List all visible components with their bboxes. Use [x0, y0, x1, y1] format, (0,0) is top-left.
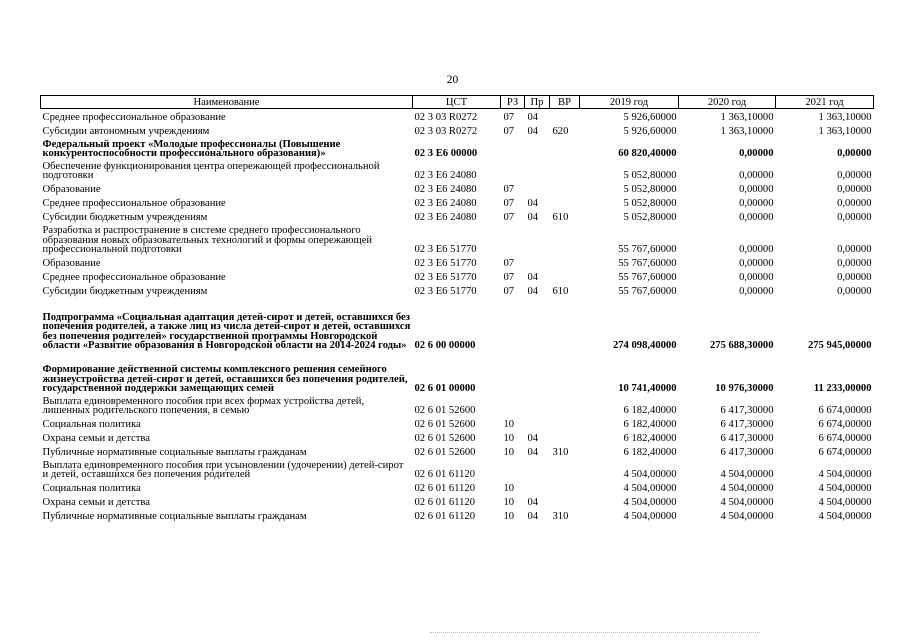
cell-2019: 55 767,60000: [618, 258, 677, 270]
cell-cst: 02 6 01 52600: [414, 433, 476, 445]
cell-2019: 60 820,40000: [618, 148, 677, 160]
cell-cst: 02 3 03 R0272: [414, 112, 478, 124]
cell-vr: 610: [552, 286, 569, 298]
cell-pr: 04: [527, 126, 539, 138]
table-row: [41, 297, 874, 351]
cell-rz: 07: [503, 112, 515, 124]
table-row: [41, 123, 874, 137]
cell-cst: 02 3 03 R0272: [414, 126, 478, 138]
cell-2021: 6 674,00000: [818, 405, 872, 417]
cell-name: Субсидии бюджетным учреждениям: [42, 286, 208, 298]
cell-2020: 0,00000: [739, 170, 774, 182]
cell-2020: 4 504,00000: [720, 469, 774, 481]
cell-name: Охрана семьи и детства: [42, 433, 150, 445]
cell-rz: 07: [503, 126, 515, 138]
cell-vr: [550, 195, 580, 209]
cell-vr: [550, 223, 580, 255]
cell-2020: 275 688,30000: [709, 340, 774, 352]
cell-2021: 0,00000: [837, 244, 872, 256]
cell-pr: [525, 394, 550, 416]
cell-2021: 0,00000: [837, 148, 872, 160]
cell-2019: 55 767,60000: [618, 286, 677, 298]
cell-2019: 10 741,40000: [618, 383, 677, 395]
cell-rz: [501, 458, 525, 480]
cell-name: Публичные нормативные социальные выплаты гражданам: [42, 447, 307, 459]
cell-pr: 04: [527, 286, 539, 298]
cell-2021: 1 363,10000: [818, 112, 872, 124]
cell-2021: 0,00000: [837, 198, 872, 210]
cell-2019: 5 926,60000: [623, 126, 677, 138]
cell-2019: 5 926,60000: [623, 112, 677, 124]
cell-2021: 4 504,00000: [818, 469, 872, 481]
cell-name: Обеспечение функционирования центра опережающей профессиональной подготовки: [42, 160, 380, 182]
cell-rz: [501, 159, 525, 181]
cell-name: Федеральный проект «Молодые профессионалы (Повышение конкурентоспособности профессионального образования)»: [42, 138, 341, 160]
cell-vr: [550, 458, 580, 480]
cell-cst: 02 3 Е6 51770: [414, 272, 477, 284]
cell-rz: 10: [503, 447, 515, 459]
cell-rz: [501, 297, 525, 351]
cell-2020: 0,00000: [739, 212, 774, 224]
cell-2019: 55 767,60000: [618, 244, 677, 256]
cell-vr: [550, 297, 580, 351]
cell-rz: [501, 137, 525, 159]
cell-2019: 6 182,40000: [623, 433, 677, 445]
page-number: 20: [446, 74, 459, 86]
cell-pr: 04: [527, 112, 539, 124]
cell-rz: 10: [503, 433, 515, 445]
cell-pr: [525, 159, 550, 181]
cell-vr: [550, 416, 580, 430]
table-row: [41, 458, 874, 480]
cell-vr: 620: [552, 126, 569, 138]
table-row: [41, 394, 874, 416]
cell-2019: 5 052,80000: [623, 212, 677, 224]
cell-name: Подпрограмма «Социальная адаптация детей-сирот и детей, оставшихся без попечения родителей, а также лиц из числа детей-сирот и детей, оставшихся без попечения родителей» государственной программы Новгородской области «Развитие образования в Новгородской области на 2014-2024 годы»: [42, 311, 411, 352]
cell-vr: [550, 137, 580, 159]
cell-rz: 07: [503, 198, 515, 210]
cell-vr: 310: [552, 511, 569, 523]
cell-name: Выплата единовременного пособия при всех формах устройства детей, лишенных родительского попечения, в семью: [42, 395, 365, 417]
cell-vr: [550, 394, 580, 416]
cell-2019: 4 504,00000: [623, 483, 677, 495]
cell-2020: 0,00000: [739, 272, 774, 284]
cell-2020: 6 417,30000: [720, 447, 774, 459]
table-row: [41, 195, 874, 209]
cell-2021: 275 945,00000: [807, 340, 872, 352]
cell-rz: 10: [503, 497, 515, 509]
cell-2021: 0,00000: [837, 258, 872, 270]
cell-name: Субсидии автономным учреждениям: [42, 126, 210, 138]
cell-pr: [525, 416, 550, 430]
cell-2020: 6 417,30000: [720, 419, 774, 431]
cell-2021: 6 674,00000: [818, 447, 872, 459]
cell-pr: 04: [527, 447, 539, 459]
header-cst: ЦСТ: [413, 96, 501, 109]
header-vr: ВР: [550, 96, 580, 109]
cell-2019: 4 504,00000: [623, 511, 677, 523]
table-row: [41, 416, 874, 430]
cell-2021: 4 504,00000: [818, 511, 872, 523]
cell-cst: 02 3 Е6 00000: [414, 148, 478, 160]
cell-cst: 02 3 Е6 51770: [414, 244, 477, 256]
header-2021: 2021 год: [776, 96, 874, 109]
cell-2020: 6 417,30000: [720, 433, 774, 445]
cell-2019: 4 504,00000: [623, 497, 677, 509]
table-row: [41, 351, 874, 394]
cell-pr: [525, 223, 550, 255]
cell-vr: [550, 255, 580, 269]
cell-pr: [525, 458, 550, 480]
cell-cst: 02 3 Е6 51770: [414, 258, 477, 270]
cell-pr: 04: [527, 497, 539, 509]
table-row: [41, 137, 874, 159]
table-row: [41, 223, 874, 255]
cell-pr: 04: [527, 433, 539, 445]
cell-cst: 02 6 01 52600: [414, 419, 476, 431]
cell-pr: [525, 255, 550, 269]
cell-name: Формирование действенной системы комплексного решения семейного жизнеустройства детей-сирот и детей, оставшихся без попечения родителей, государственной поддержки замещающих семей: [42, 364, 408, 395]
budget-table: [40, 95, 874, 522]
cell-cst: 02 3 Е6 51770: [414, 286, 477, 298]
cell-cst: 02 6 00 00000: [414, 340, 476, 352]
cell-2021: 4 504,00000: [818, 483, 872, 495]
scan-artifact-divider: [430, 632, 760, 634]
cell-name: Среднее профессиональное образование: [42, 198, 226, 210]
table-row: [41, 508, 874, 522]
cell-cst: 02 6 01 52600: [414, 405, 476, 417]
cell-2021: 4 504,00000: [818, 497, 872, 509]
cell-cst: 02 6 01 00000: [414, 383, 476, 395]
cell-rz: 07: [503, 184, 515, 196]
cell-cst: 02 6 01 61120: [414, 483, 476, 495]
cell-cst: 02 3 Е6 24080: [414, 212, 477, 224]
header-2020: 2020 год: [679, 96, 776, 109]
cell-pr: [525, 181, 550, 195]
cell-2021: 0,00000: [837, 272, 872, 284]
cell-cst: 02 6 01 52600: [414, 447, 476, 459]
cell-cst: 02 3 Е6 24080: [414, 184, 477, 196]
cell-pr: 04: [527, 272, 539, 284]
header-2019: 2019 год: [580, 96, 679, 109]
header-pr: Пр: [525, 96, 550, 109]
cell-2021: 11 233,00000: [813, 383, 872, 395]
cell-name: Социальная политика: [42, 483, 141, 495]
cell-vr: 310: [552, 447, 569, 459]
cell-2020: 1 363,10000: [720, 112, 774, 124]
cell-vr: [550, 480, 580, 494]
cell-cst: 02 6 01 61120: [414, 469, 476, 481]
cell-2020: 0,00000: [739, 148, 774, 160]
table-row: [41, 269, 874, 283]
cell-2019: 5 052,80000: [623, 184, 677, 196]
table-row: [41, 109, 874, 124]
cell-name: Публичные нормативные социальные выплаты гражданам: [42, 511, 307, 523]
cell-2020: 0,00000: [739, 198, 774, 210]
table-row: [41, 430, 874, 444]
table-row: [41, 480, 874, 494]
cell-2019: 5 052,80000: [623, 198, 677, 210]
cell-2021: 0,00000: [837, 286, 872, 298]
cell-vr: [550, 494, 580, 508]
cell-name: Субсидии бюджетным учреждениям: [42, 212, 208, 224]
cell-name: Выплата единовременного пособия при усыновлении (удочерении) детей-сирот и детей, оставшихся без попечения родителей: [42, 459, 404, 481]
cell-2020: 0,00000: [739, 286, 774, 298]
cell-rz: 07: [503, 272, 515, 284]
cell-2020: 6 417,30000: [720, 405, 774, 417]
cell-2019: 274 098,40000: [612, 340, 677, 352]
cell-cst: 02 3 Е6 24080: [414, 170, 477, 182]
cell-rz: 10: [503, 511, 515, 523]
cell-2019: 6 182,40000: [623, 419, 677, 431]
cell-rz: 07: [503, 212, 515, 224]
cell-pr: [525, 480, 550, 494]
cell-2020: 0,00000: [739, 244, 774, 256]
header-name: Наименование: [41, 96, 413, 109]
cell-2020: 4 504,00000: [720, 497, 774, 509]
cell-pr: 04: [527, 511, 539, 523]
cell-2020: 4 504,00000: [720, 483, 774, 495]
cell-cst: 02 6 01 61120: [414, 511, 476, 523]
cell-name: Среднее профессиональное образование: [42, 272, 226, 284]
cell-name: Образование: [42, 184, 101, 196]
cell-vr: 610: [552, 212, 569, 224]
cell-rz: [501, 394, 525, 416]
header-rz: РЗ: [501, 96, 525, 109]
cell-vr: [550, 269, 580, 283]
table-row: [41, 159, 874, 181]
cell-pr: [525, 351, 550, 394]
cell-cst: 02 6 01 61120: [414, 497, 476, 509]
cell-vr: [550, 159, 580, 181]
cell-name: Среднее профессиональное образование: [42, 112, 226, 124]
cell-vr: [550, 109, 580, 124]
cell-cst: 02 3 Е6 24080: [414, 198, 477, 210]
cell-vr: [550, 181, 580, 195]
cell-2019: 4 504,00000: [623, 469, 677, 481]
table-row: [41, 181, 874, 195]
cell-rz: 10: [503, 419, 515, 431]
table-row: [41, 283, 874, 297]
cell-2019: 6 182,40000: [623, 405, 677, 417]
cell-name: Разработка и распространение в системе среднего профессионального образования новых образовательных технологий и формы опережающей профессиональной подготовки: [42, 225, 373, 256]
cell-2021: 1 363,10000: [818, 126, 872, 138]
cell-rz: [501, 351, 525, 394]
cell-name: Образование: [42, 258, 101, 270]
cell-rz: [501, 223, 525, 255]
cell-vr: [550, 351, 580, 394]
cell-pr: 04: [527, 212, 539, 224]
cell-rz: 07: [503, 286, 515, 298]
cell-2020: 4 504,00000: [720, 511, 774, 523]
table-row: [41, 209, 874, 223]
cell-rz: 10: [503, 483, 515, 495]
cell-2020: 10 976,30000: [715, 383, 774, 395]
table-row: [41, 494, 874, 508]
cell-2019: 55 767,60000: [618, 272, 677, 284]
cell-pr: [525, 297, 550, 351]
cell-name: Социальная политика: [42, 419, 141, 431]
cell-2021: 0,00000: [837, 184, 872, 196]
cell-2021: 6 674,00000: [818, 419, 872, 431]
cell-pr: [525, 137, 550, 159]
table-row: [41, 255, 874, 269]
cell-2021: 0,00000: [837, 212, 872, 224]
cell-2019: 5 052,80000: [623, 170, 677, 182]
cell-2020: 0,00000: [739, 258, 774, 270]
cell-2020: 0,00000: [739, 184, 774, 196]
cell-2021: 6 674,00000: [818, 433, 872, 445]
cell-2019: 6 182,40000: [623, 447, 677, 459]
table-header-row: [41, 96, 874, 109]
table-row: [41, 444, 874, 458]
cell-2020: 1 363,10000: [720, 126, 774, 138]
cell-name: Охрана семьи и детства: [42, 497, 150, 509]
cell-rz: 07: [503, 258, 515, 270]
cell-vr: [550, 430, 580, 444]
cell-2021: 0,00000: [837, 170, 872, 182]
cell-pr: 04: [527, 198, 539, 210]
